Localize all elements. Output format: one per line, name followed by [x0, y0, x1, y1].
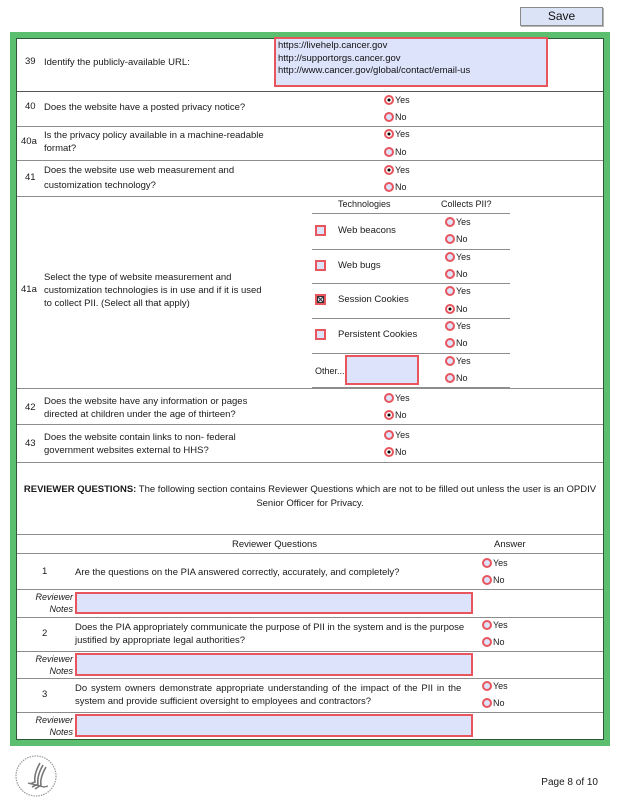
question-number: 43 [25, 438, 36, 449]
radio-empty-icon [384, 182, 394, 192]
other-no-radio[interactable]: No [445, 372, 468, 384]
reviewer-notes-label: Reviewer Notes [35, 715, 73, 737]
divider [17, 589, 603, 590]
divider [17, 617, 603, 618]
divider [17, 424, 603, 425]
divider [17, 462, 603, 463]
persistent-cookies-checkbox[interactable] [315, 329, 326, 340]
divider [312, 213, 510, 214]
reviewer-notes-field-2[interactable] [75, 653, 473, 676]
reviewer-banner: REVIEWER QUESTIONS: The following section contains Reviewer Questions which are not to be filled out unless the user is an OPDIV Senior Officer for Privacy. [23, 484, 597, 509]
q42-yes-radio[interactable]: Yes [384, 392, 410, 404]
divider [17, 553, 603, 554]
divider [312, 249, 510, 250]
divider [17, 196, 603, 197]
radio-empty-icon [482, 558, 492, 568]
radio-empty-icon [445, 217, 455, 227]
reviewer-q2-no-radio[interactable]: No [482, 636, 505, 648]
reviewer-q1-yes-radio[interactable]: Yes [482, 557, 508, 569]
question-text: Identify the publicly-available URL: [44, 57, 190, 68]
q43-yes-radio[interactable]: Yes [384, 429, 410, 441]
divider [17, 712, 603, 713]
reviewer-question-text: Are the questions on the PIA answered correctly, accurately, and completely? [75, 567, 400, 578]
divider [17, 388, 603, 389]
session-cookies-checkbox[interactable] [315, 294, 326, 305]
radio-selected-icon [384, 165, 394, 175]
radio-empty-icon [445, 373, 455, 383]
radio-empty-icon [482, 681, 492, 691]
url-line: http://supportorgs.cancer.gov [278, 52, 401, 64]
radio-empty-icon [482, 575, 492, 585]
tech-label: Web beacons [338, 225, 396, 236]
reviewer-question-number: 2 [42, 628, 48, 639]
reviewer-notes-field-3[interactable] [75, 714, 473, 737]
web-bugs-yes-radio[interactable]: Yes [445, 251, 471, 263]
tech-label: Web bugs [338, 260, 381, 271]
divider [17, 651, 603, 652]
answer-header: Answer [494, 539, 526, 550]
radio-empty-icon [445, 234, 455, 244]
question-text: Does the website have any information or pages directed at children under the age of thirteen? [44, 396, 248, 420]
web-bugs-no-radio[interactable]: No [445, 268, 468, 280]
q40a-no-radio[interactable]: No [384, 146, 407, 158]
other-label: Other... [315, 366, 345, 376]
radio-selected-icon [384, 129, 394, 139]
url-line: https://livehelp.cancer.gov [278, 40, 388, 51]
reviewer-notes-label: Reviewer Notes [35, 592, 73, 614]
divider [17, 534, 603, 535]
other-technology-field[interactable] [345, 355, 419, 385]
radio-empty-icon [482, 637, 492, 647]
question-number: 40a [21, 136, 37, 147]
question-text: Does the website have a posted privacy notice? [44, 102, 246, 113]
radio-empty-icon [445, 269, 455, 279]
reviewer-questions-header: Reviewer Questions [232, 539, 318, 550]
q40-yes-radio[interactable]: Yes [384, 94, 410, 106]
q43-no-radio[interactable]: No [384, 446, 407, 458]
tech-label: Session Cookies [338, 294, 409, 305]
question-text: Does the website use web measurement and customization technology? [44, 165, 235, 191]
question-text: Is the privacy policy available in a machine-readable format? [44, 130, 264, 154]
divider [17, 126, 603, 127]
divider [17, 91, 603, 92]
reviewer-q2-yes-radio[interactable]: Yes [482, 619, 508, 631]
web-beacons-no-radio[interactable]: No [445, 233, 468, 245]
q40a-yes-radio[interactable]: Yes [384, 128, 410, 140]
radio-empty-icon [445, 252, 455, 262]
q41-no-radio[interactable]: No [384, 181, 407, 193]
radio-selected-icon [445, 304, 455, 314]
web-beacons-checkbox[interactable] [315, 225, 326, 236]
reviewer-notes-label: Reviewer Notes [35, 654, 73, 676]
tech-label: Persistent Cookies [338, 329, 418, 340]
web-beacons-yes-radio[interactable]: Yes [445, 216, 471, 228]
radio-empty-icon [445, 338, 455, 348]
persistent-cookies-yes-radio[interactable]: Yes [445, 320, 471, 332]
radio-empty-icon [384, 430, 394, 440]
radio-selected-icon [384, 447, 394, 457]
session-cookies-yes-radio[interactable]: Yes [445, 285, 471, 297]
question-number: 40 [25, 101, 36, 112]
divider [312, 318, 510, 319]
radio-empty-icon [482, 698, 492, 708]
radio-empty-icon [384, 147, 394, 157]
page-number: Page 8 of 10 [541, 777, 598, 788]
divider [17, 678, 603, 679]
save-button[interactable]: Save [520, 7, 603, 26]
reviewer-q3-no-radio[interactable]: No [482, 697, 505, 709]
reviewer-question-number: 3 [42, 689, 48, 700]
reviewer-question-text: Do system owners demonstrate appropriate understanding of the impact of the PII in the system and provide sufficient oversight to employees and contractors? [75, 683, 462, 707]
question-text: Does the website contain links to non- federal government websites external to HHS? [44, 432, 236, 456]
q40-no-radio[interactable]: No [384, 111, 407, 123]
q42-no-radio[interactable]: No [384, 409, 407, 421]
question-text: Select the type of website measurement and customization technologies is in use and if it is used to collect PII. (Select all that apply) [44, 272, 262, 309]
reviewer-q3-yes-radio[interactable]: Yes [482, 680, 508, 692]
radio-empty-icon [384, 112, 394, 122]
radio-empty-icon [445, 356, 455, 366]
reviewer-question-number: 1 [42, 566, 48, 577]
session-cookies-no-radio[interactable]: No [445, 303, 468, 315]
radio-empty-icon [482, 620, 492, 630]
radio-selected-icon [384, 95, 394, 105]
divider [17, 160, 603, 161]
radio-empty-icon [445, 286, 455, 296]
question-number: 41a [21, 284, 37, 295]
question-number: 42 [25, 402, 36, 413]
public-url-field[interactable] [274, 37, 548, 87]
divider [312, 283, 510, 284]
web-bugs-checkbox[interactable] [315, 260, 326, 271]
question-number: 39 [25, 56, 36, 67]
divider [312, 353, 510, 354]
radio-selected-icon [384, 410, 394, 420]
other-yes-radio[interactable]: Yes [445, 355, 471, 367]
reviewer-q1-no-radio[interactable]: No [482, 574, 505, 586]
question-number: 41 [25, 172, 36, 183]
hhs-seal-icon [14, 754, 58, 798]
radio-empty-icon [384, 393, 394, 403]
collects-pii-header: Collects PII? [441, 199, 492, 209]
reviewer-question-text: Does the PIA appropriately communicate the purpose of PII in the system and is the purpose justified by appropriate legal authorities? [75, 622, 465, 646]
reviewer-notes-field-1[interactable] [75, 592, 473, 614]
url-line: http://www.cancer.gov/global/contact/email-us [278, 65, 471, 76]
technologies-header: Technologies [338, 199, 391, 209]
persistent-cookies-no-radio[interactable]: No [445, 337, 468, 349]
q41-yes-radio[interactable]: Yes [384, 164, 410, 176]
radio-empty-icon [445, 321, 455, 331]
